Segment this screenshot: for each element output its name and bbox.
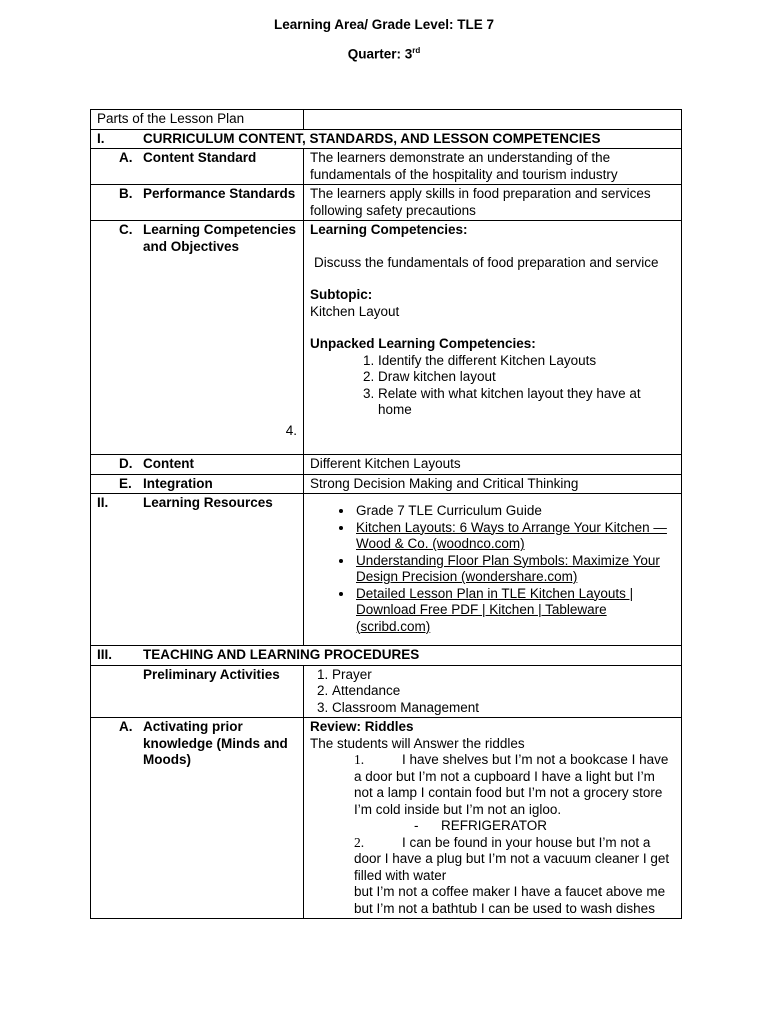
content-value: Different Kitchen Layouts xyxy=(304,455,682,475)
row-label-cell xyxy=(91,149,304,185)
preliminary-cell xyxy=(304,665,682,718)
empty-cell xyxy=(304,110,682,130)
subtopic-title: Subtopic: xyxy=(310,287,373,302)
row-letter: D. xyxy=(119,456,133,471)
parts-header-cell xyxy=(91,110,304,130)
learning-competencies-text: Discuss the fundamentals of food preparation and service xyxy=(314,254,659,270)
content-standard-value: The learners demonstrate an understanding of the fundamentals of the hospitality and tourism industry xyxy=(304,149,682,185)
list-item: 2. Draw kitchen layout xyxy=(378,369,675,386)
table-row xyxy=(91,646,682,666)
review-title: Review: Riddles xyxy=(310,719,414,734)
row-letter: E. xyxy=(119,475,132,491)
section-iii-cell xyxy=(91,646,682,666)
row-letter: A. xyxy=(119,719,133,734)
learning-competencies-title: Learning Competencies: xyxy=(310,222,468,237)
unpacked-list xyxy=(310,353,675,419)
row-label: Learning Resources xyxy=(143,495,273,510)
integration-value: Strong Decision Making and Critical Thinking xyxy=(304,474,682,494)
row-label-cell xyxy=(91,474,304,494)
table-row xyxy=(91,110,682,130)
row-label: Content xyxy=(143,456,194,471)
table-row xyxy=(91,185,682,221)
unpacked-title: Unpacked Learning Competencies: xyxy=(310,336,536,351)
row-label: Content Standard xyxy=(143,150,257,165)
list-item: 3. Relate with what kitchen layout they have at home xyxy=(378,386,675,419)
table-row xyxy=(91,455,682,475)
list-item: 1. Prayer xyxy=(332,667,675,684)
section-title: TEACHING AND LEARNING PROCEDURES xyxy=(143,647,420,662)
quarter-heading xyxy=(0,46,768,62)
riddle-number: 2. xyxy=(354,834,365,850)
row-label: Learning Competencies and Objectives xyxy=(143,222,297,254)
row-label: Integration xyxy=(143,475,213,491)
row-label-cell xyxy=(91,185,304,221)
preliminary-list xyxy=(310,667,675,717)
table-row xyxy=(91,494,682,646)
competencies-cell xyxy=(304,221,682,455)
row-label: Preliminary Activities xyxy=(143,666,280,682)
resource-link[interactable]: • Understanding Floor Plan Symbols: Maximize Your Design Precision (wondershare.com) xyxy=(354,553,675,586)
resources-cell xyxy=(304,494,682,646)
table-row xyxy=(91,129,682,149)
row-letter: A. xyxy=(119,150,133,165)
table-row xyxy=(91,665,682,718)
list-item: • Grade 7 TLE Curriculum Guide xyxy=(354,503,675,520)
row-letter: C. xyxy=(119,222,133,237)
row-label-cell xyxy=(91,665,304,718)
riddle-2-continued: but I’m not a coffee maker I have a faucet above me but I’m not a bathtub I can be used to wash dishes xyxy=(354,884,666,916)
row-label: Activating prior knowledge (Minds and Moods) xyxy=(143,719,288,767)
resource-link[interactable]: • Detailed Lesson Plan in TLE Kitchen Layouts | Download Free PDF | Kitchen | Tableware (scribd.com) xyxy=(354,586,675,636)
table-row xyxy=(91,221,682,455)
row-label-cell xyxy=(91,455,304,475)
riddle-1 xyxy=(310,752,675,818)
list-item: 2. Attendance xyxy=(332,683,675,700)
table-row xyxy=(91,474,682,494)
riddle-text: I can be found in your house but I’m not a door I have a plug but I’m not a vacuum cleaner I get filled with water xyxy=(354,834,670,883)
review-intro: The students will Answer the riddles xyxy=(310,735,525,751)
row-label-cell xyxy=(91,718,304,919)
row-label-cell xyxy=(91,221,304,455)
row-label-cell xyxy=(91,494,304,646)
section-title: CURRICULUM CONTENT, STANDARDS, AND LESSON COMPETENCIES xyxy=(143,130,601,146)
section-number: II. xyxy=(97,495,109,510)
performance-standards-value: The learners apply skills in food preparation and services following safety precautions xyxy=(304,185,682,221)
list-item: 3. Classroom Management xyxy=(332,700,675,717)
subtopic-text: Kitchen Layout xyxy=(310,303,400,319)
quarter-label: Quarter: 3 xyxy=(347,46,413,62)
quarter-superscript: rd xyxy=(412,46,421,55)
parts-header: Parts of the Lesson Plan xyxy=(97,111,245,126)
section-number: I. xyxy=(97,130,105,146)
table-row xyxy=(91,718,682,919)
table-row xyxy=(91,149,682,185)
riddle-2 xyxy=(310,835,675,885)
review-cell xyxy=(304,718,682,919)
row-letter: B. xyxy=(119,186,133,201)
section-i-cell xyxy=(91,129,682,149)
riddle-1-answer: - REFRIGERATOR xyxy=(414,818,548,833)
row-label: Performance Standards xyxy=(143,186,296,201)
lesson-plan-table xyxy=(90,109,682,919)
riddle-text: I have shelves but I’m not a bookcase I have a door but I’m not a cupboard I have a light but I’m not a lamp I contain food but I’m not a grocery store I’m cold inside but I’m not an igloo. xyxy=(354,752,669,817)
riddle-number: 1. xyxy=(354,752,365,767)
list-item: 1. Identify the different Kitchen Layouts xyxy=(378,353,675,370)
resources-list xyxy=(310,503,675,635)
section-number: III. xyxy=(97,647,113,662)
resource-link[interactable]: • Kitchen Layouts: 6 Ways to Arrange Your Kitchen — Wood & Co. (woodnco.com) xyxy=(354,520,675,553)
learning-area-heading: Learning Area/ Grade Level: TLE 7 xyxy=(273,17,495,32)
stray-number: 4. xyxy=(285,423,297,438)
